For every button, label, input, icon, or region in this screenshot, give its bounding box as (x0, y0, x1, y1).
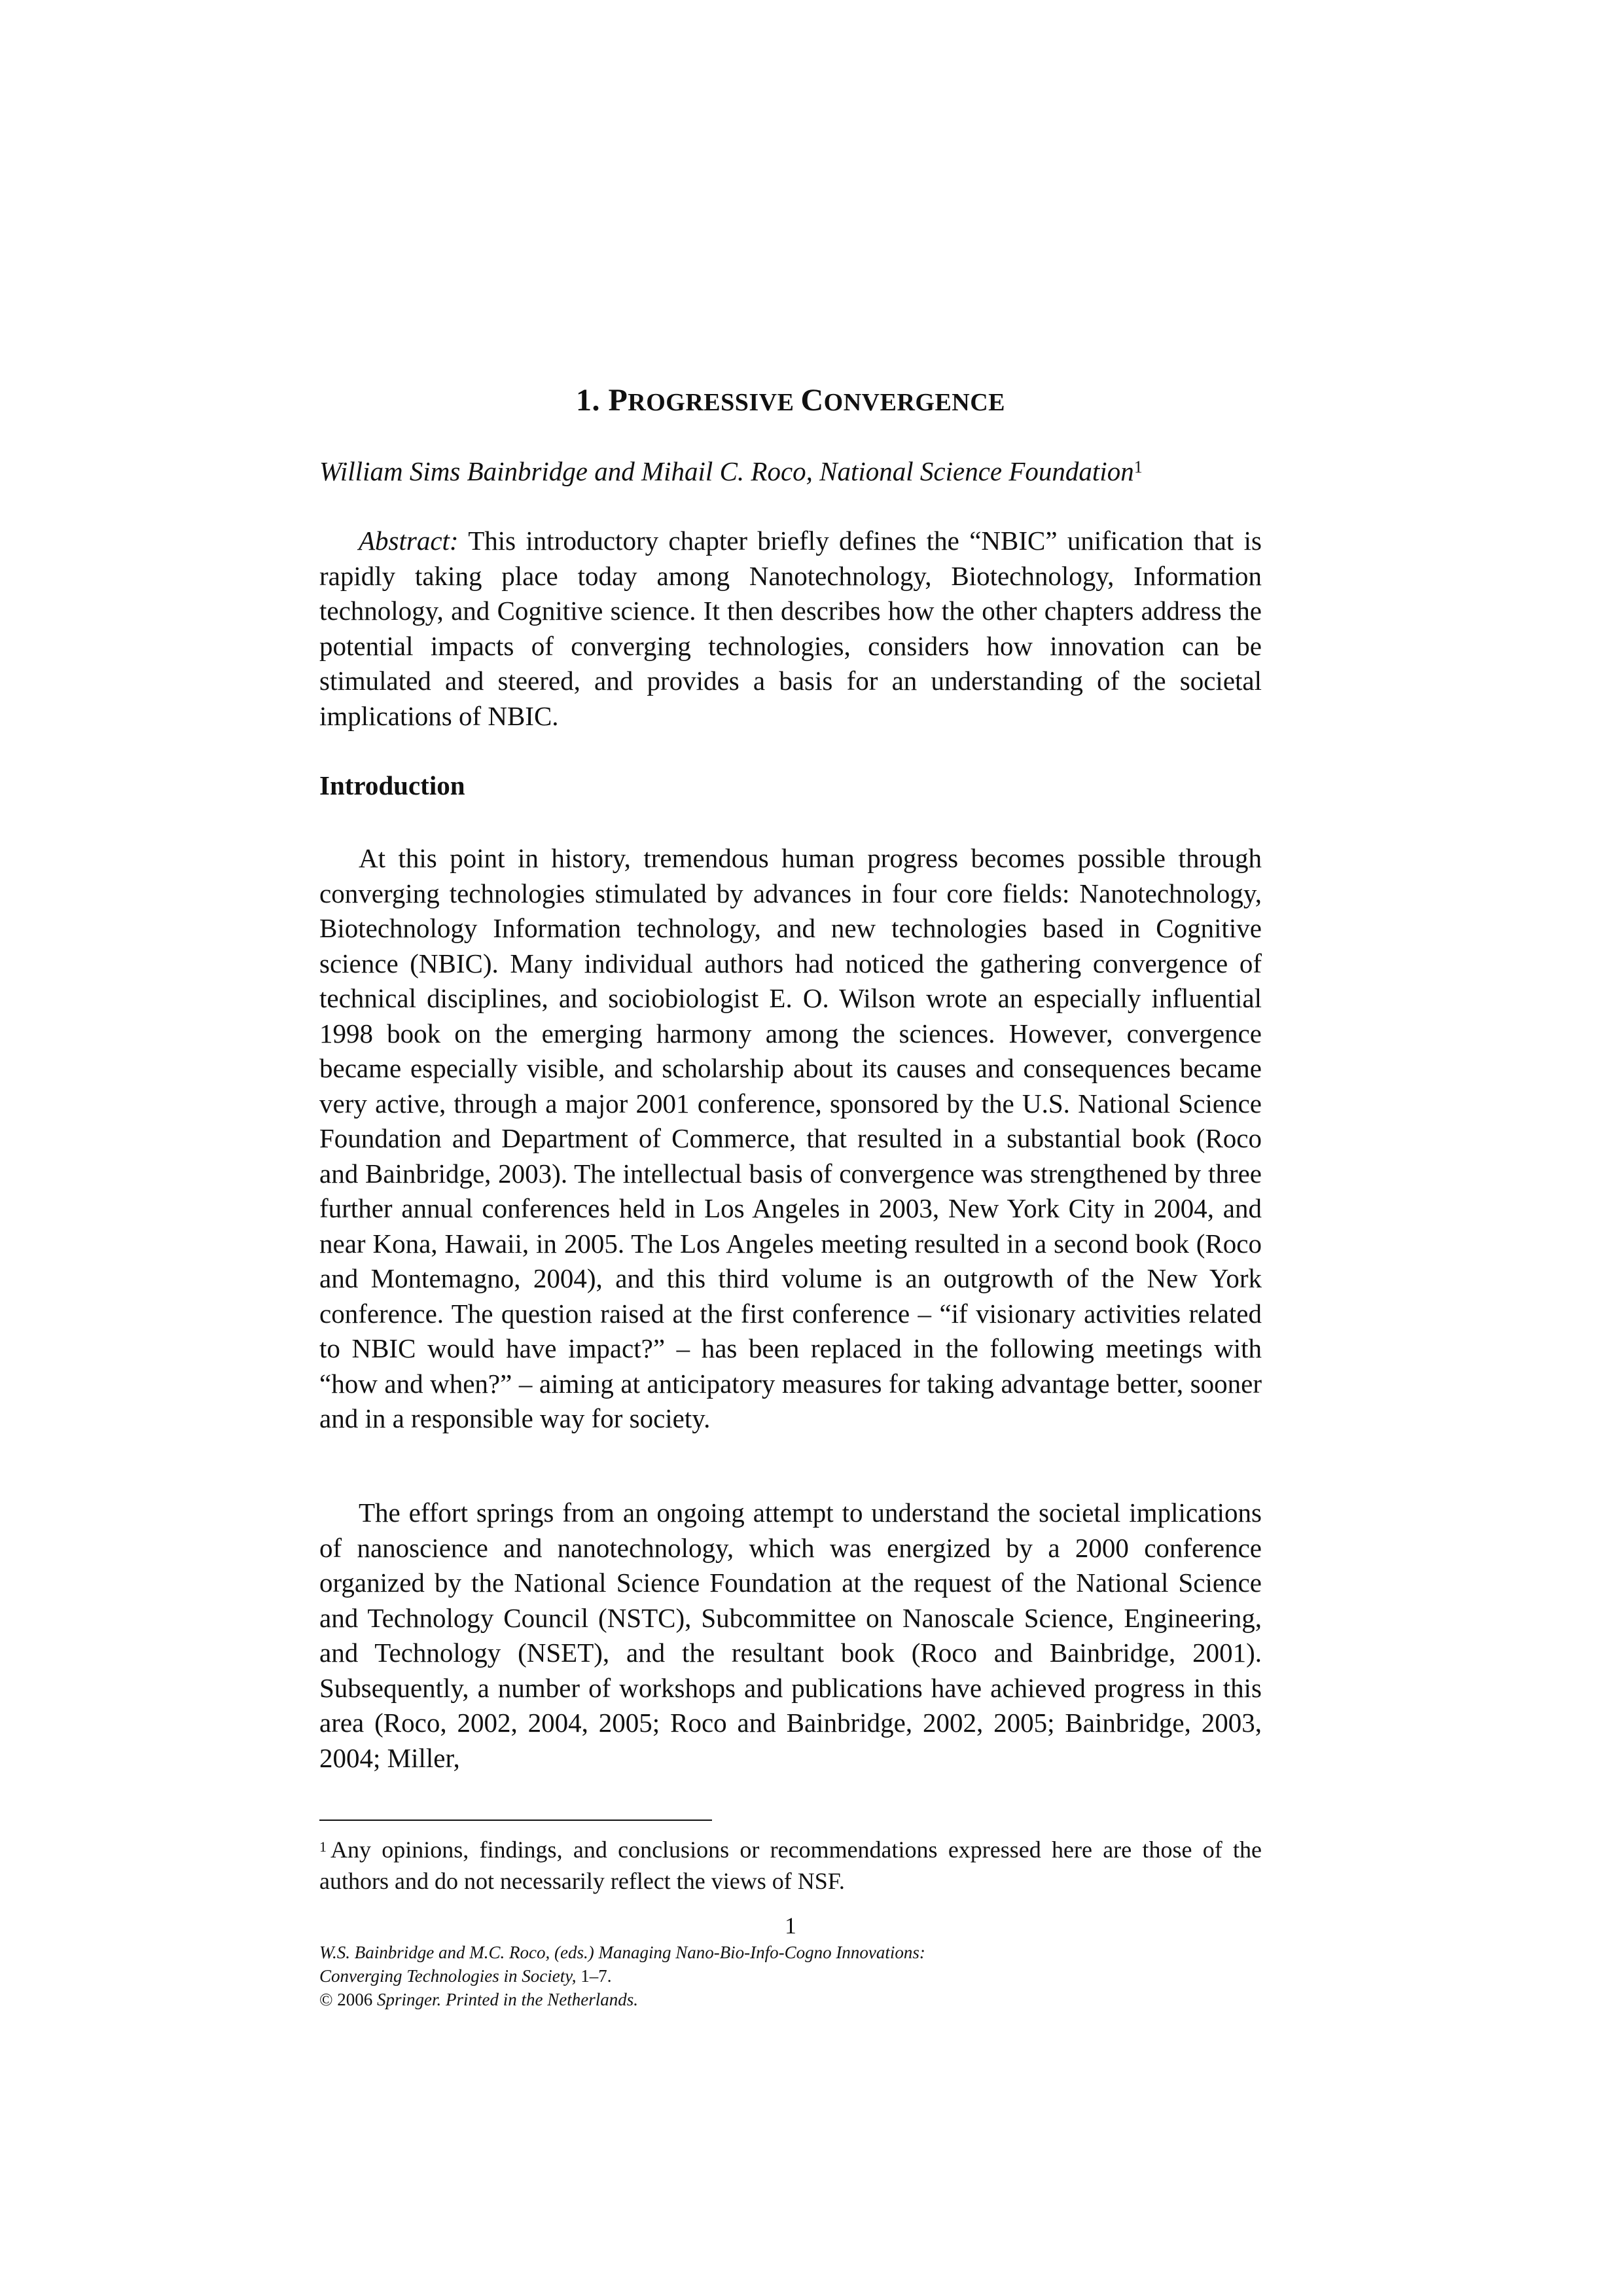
abstract-text: This introductory chapter briefly defines the “NBIC” unification that is rapidly taking place today among Nanotechnology, Biotechnology, Information technology, and Cognitive science. It then describes how the other chapters address the potential impacts of converging technologies, considers how innovation can be stimulated and steered, and provides a basis for an understanding of the societal implications of NBIC. (319, 526, 1262, 731)
title-letter: P (608, 383, 628, 418)
abstract (319, 524, 1262, 734)
citation-line (319, 1964, 1262, 1988)
copyright-year: © 2006 (319, 1990, 373, 2009)
citation-line (319, 1988, 1262, 2011)
author-names: William Sims Bainbridge and Mihail C. Roco, National Science Foundation (319, 456, 1134, 486)
publisher-note: Springer. Printed in the Netherlands. (372, 1990, 638, 2009)
abstract-label: Abstract: (359, 526, 459, 556)
citation-block (319, 1941, 1262, 2011)
footnote (319, 1834, 1262, 1897)
author-line (319, 453, 1262, 490)
chapter-number: 1. (575, 383, 600, 418)
footnote-marker: 1 (1133, 457, 1143, 476)
citation-line: W.S. Bainbridge and M.C. Roco, (eds.) Managing Nano-Bio-Info-Cogno Innovations: (319, 1943, 925, 1962)
body-paragraph: At this point in history, tremendous human progress becomes possible through converging technologies stimulated by advances in four core fields: Nanotechnology, Biotechnology Information technology, and new technologies based in Cognitive science (NBIC). Many individual authors had noticed the gathering convergence of technical disciplines, and sociobiologist E. O. Wilson wrote an especially influential 1998 book on the emerging harmony among the sciences. However, convergence became especially visible, and scholarship about its causes and consequences became very active, through a major 2001 conference, sponsored by the U.S. National Science Foundation and Department of Commerce, that resulted in a substantial book (Roco and Bainbridge, 2003). The intellectual basis of convergence was strengthened by three further annual conferences held in Los Angeles in 2003, New York City in 2004, and near Kona, Hawaii, in 2005. The Los Angeles meeting resulted in a second book (Roco and Montemagno, 2004), and this third volume is an outgrowth of the New York conference. The question raised at the first conference – “if visionary activities related to NBIC would have impact?” – has been replaced in the following meetings with “how and when?” – aiming at anticipatory measures for taking advantage better, sooner and in a responsible way for society. (319, 843, 1262, 1433)
section-heading: Introduction (319, 770, 465, 800)
title-letter: C (800, 383, 824, 418)
chapter-title (319, 380, 1262, 423)
title-smallcaps: ROGRESSIVE (628, 389, 801, 416)
footnote-divider (319, 1820, 712, 1821)
title-smallcaps: ONVERGENCE (823, 389, 1006, 416)
citation-series: Converging Technologies in Society, (319, 1966, 577, 1986)
footnote-number: 1 (319, 1839, 327, 1855)
footnote-text: Any opinions, findings, and conclusions or recommendations expressed here are those of the authors and do not necessarily reflect the views of NSF. (319, 1837, 1262, 1894)
page-number: 1 (785, 1912, 796, 1939)
citation-pages: 1–7. (576, 1966, 612, 1986)
body-paragraph: The effort springs from an ongoing attempt to understand the societal implications of nanoscience and nanotechnology, which was energized by a 2000 conference organized by the National Science Foundation at the request of the National Science and Technology Council (NSTC), Subcommittee on Nanoscale Science, Engineering, and Technology (NSET), and the resultant book (Roco and Bainbridge, 2001). Subsequently, a number of workshops and publications have achieved progress in this area (Roco, 2002, 2004, 2005; Roco and Bainbridge, 2002, 2005; Bainbridge, 2003, 2004; Miller, (319, 1498, 1262, 1773)
